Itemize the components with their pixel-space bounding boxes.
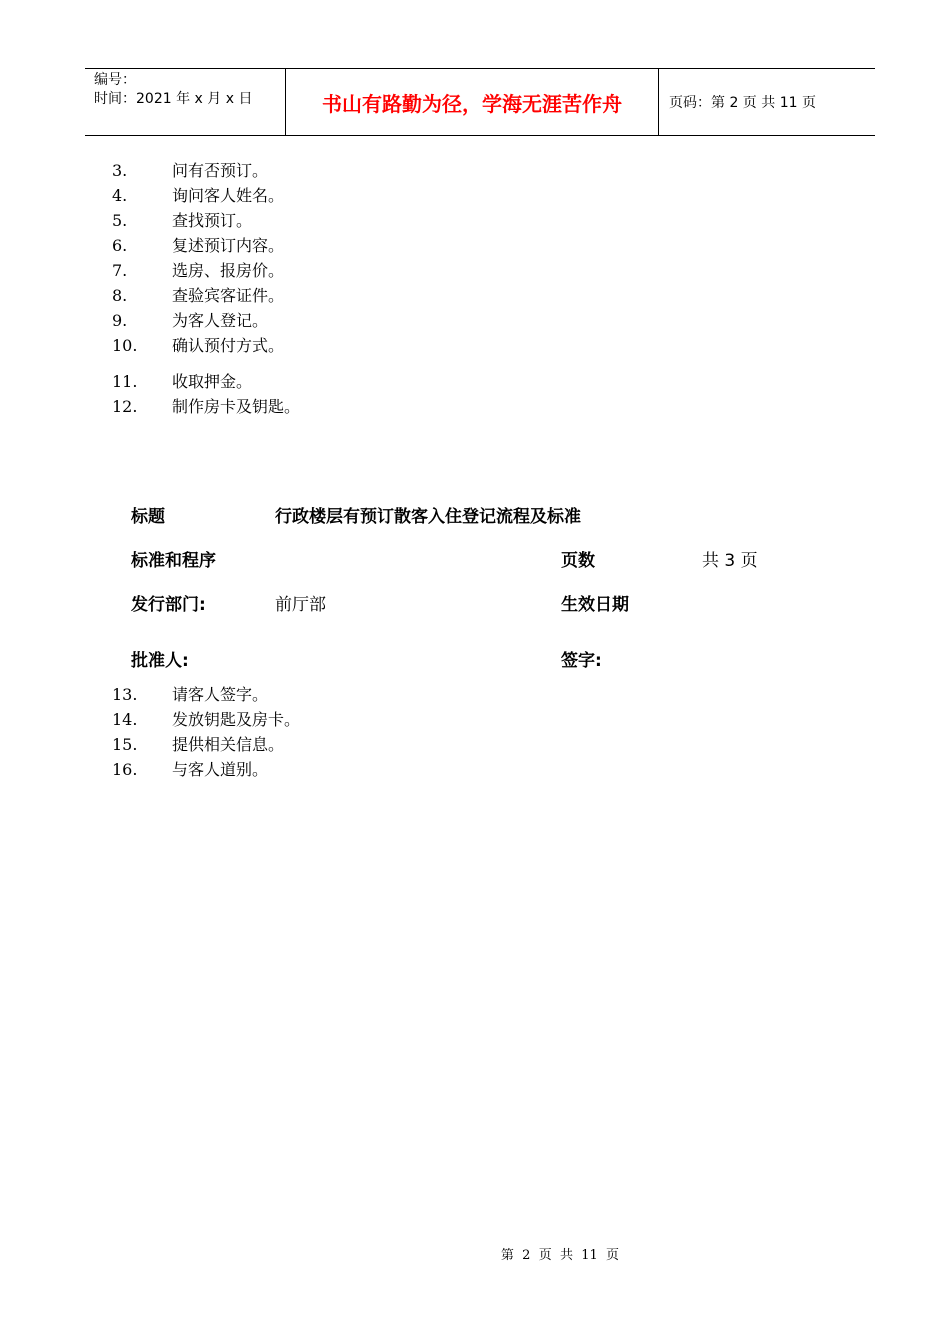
list-item — [112, 396, 300, 418]
list-item — [112, 185, 284, 207]
step-number: 6. — [112, 236, 128, 255]
step-number: 3. — [112, 161, 128, 180]
document-date-label: 时间：2021 年 x 月 x 日 — [94, 91, 253, 107]
step-number: 5. — [112, 211, 128, 230]
step-number: 4. — [112, 186, 128, 205]
step-text: 查验宾客证件。 — [172, 286, 285, 305]
list-item — [112, 734, 284, 756]
signature-label: 签字: — [561, 651, 602, 671]
approver-label: 批准人: — [131, 651, 189, 671]
header-page-info: 页码：第 2 页 共 11 页 — [669, 95, 816, 111]
list-item — [112, 759, 268, 781]
step-number: 12. — [112, 397, 138, 416]
step-number: 8. — [112, 286, 128, 305]
step-text: 确认预付方式。 — [172, 336, 285, 355]
step-text: 收取押金。 — [172, 372, 253, 391]
page-footer: 第 2 页 共 11 页 — [500, 1248, 620, 1263]
department-label: 发行部门: — [131, 595, 206, 615]
list-item — [112, 210, 252, 232]
step-number: 14. — [112, 710, 138, 729]
step-number: 16. — [112, 760, 138, 779]
step-text: 与客人道别。 — [172, 760, 269, 779]
list-item — [112, 260, 284, 282]
step-number: 10. — [112, 336, 138, 355]
effective-date-label: 生效日期 — [561, 595, 629, 615]
step-text: 问有否预订。 — [172, 161, 269, 180]
list-item — [112, 285, 284, 307]
document-number-label: 编号： — [94, 72, 136, 88]
step-text: 查找预订。 — [172, 211, 253, 230]
step-number: 15. — [112, 735, 138, 754]
step-text: 提供相关信息。 — [172, 735, 285, 754]
header-middle-cell — [285, 69, 659, 135]
list-item — [112, 235, 284, 257]
step-number: 7. — [112, 261, 128, 280]
department-value: 前厅部 — [275, 595, 326, 615]
list-item — [112, 684, 268, 706]
list-item — [112, 709, 300, 731]
step-text: 选房、报房价。 — [172, 261, 285, 280]
step-text: 为客人登记。 — [172, 311, 269, 330]
step-text: 制作房卡及钥匙。 — [172, 397, 301, 416]
step-number: 11. — [112, 372, 138, 391]
standard-procedure-label: 标准和程序 — [131, 551, 216, 571]
pages-value: 共 3 页 — [702, 551, 758, 571]
header-right-cell — [659, 69, 875, 135]
step-number: 13. — [112, 685, 138, 704]
header-left-cell — [85, 69, 285, 135]
title-label: 标题 — [131, 507, 165, 527]
step-text: 发放钥匙及房卡。 — [172, 710, 301, 729]
document-header — [85, 68, 875, 136]
list-item — [112, 335, 284, 357]
list-item — [112, 310, 268, 332]
title-value: 行政楼层有预订散客入住登记流程及标准 — [275, 507, 581, 527]
pages-label: 页数 — [561, 551, 595, 571]
step-text: 请客人签字。 — [172, 685, 269, 704]
step-text: 复述预订内容。 — [172, 236, 285, 255]
list-item — [112, 160, 268, 182]
list-item — [112, 371, 252, 393]
header-motto: 书山有路勤为径，学海无涯苦作舟 — [322, 92, 622, 116]
step-number: 9. — [112, 311, 128, 330]
step-text: 询问客人姓名。 — [172, 186, 285, 205]
